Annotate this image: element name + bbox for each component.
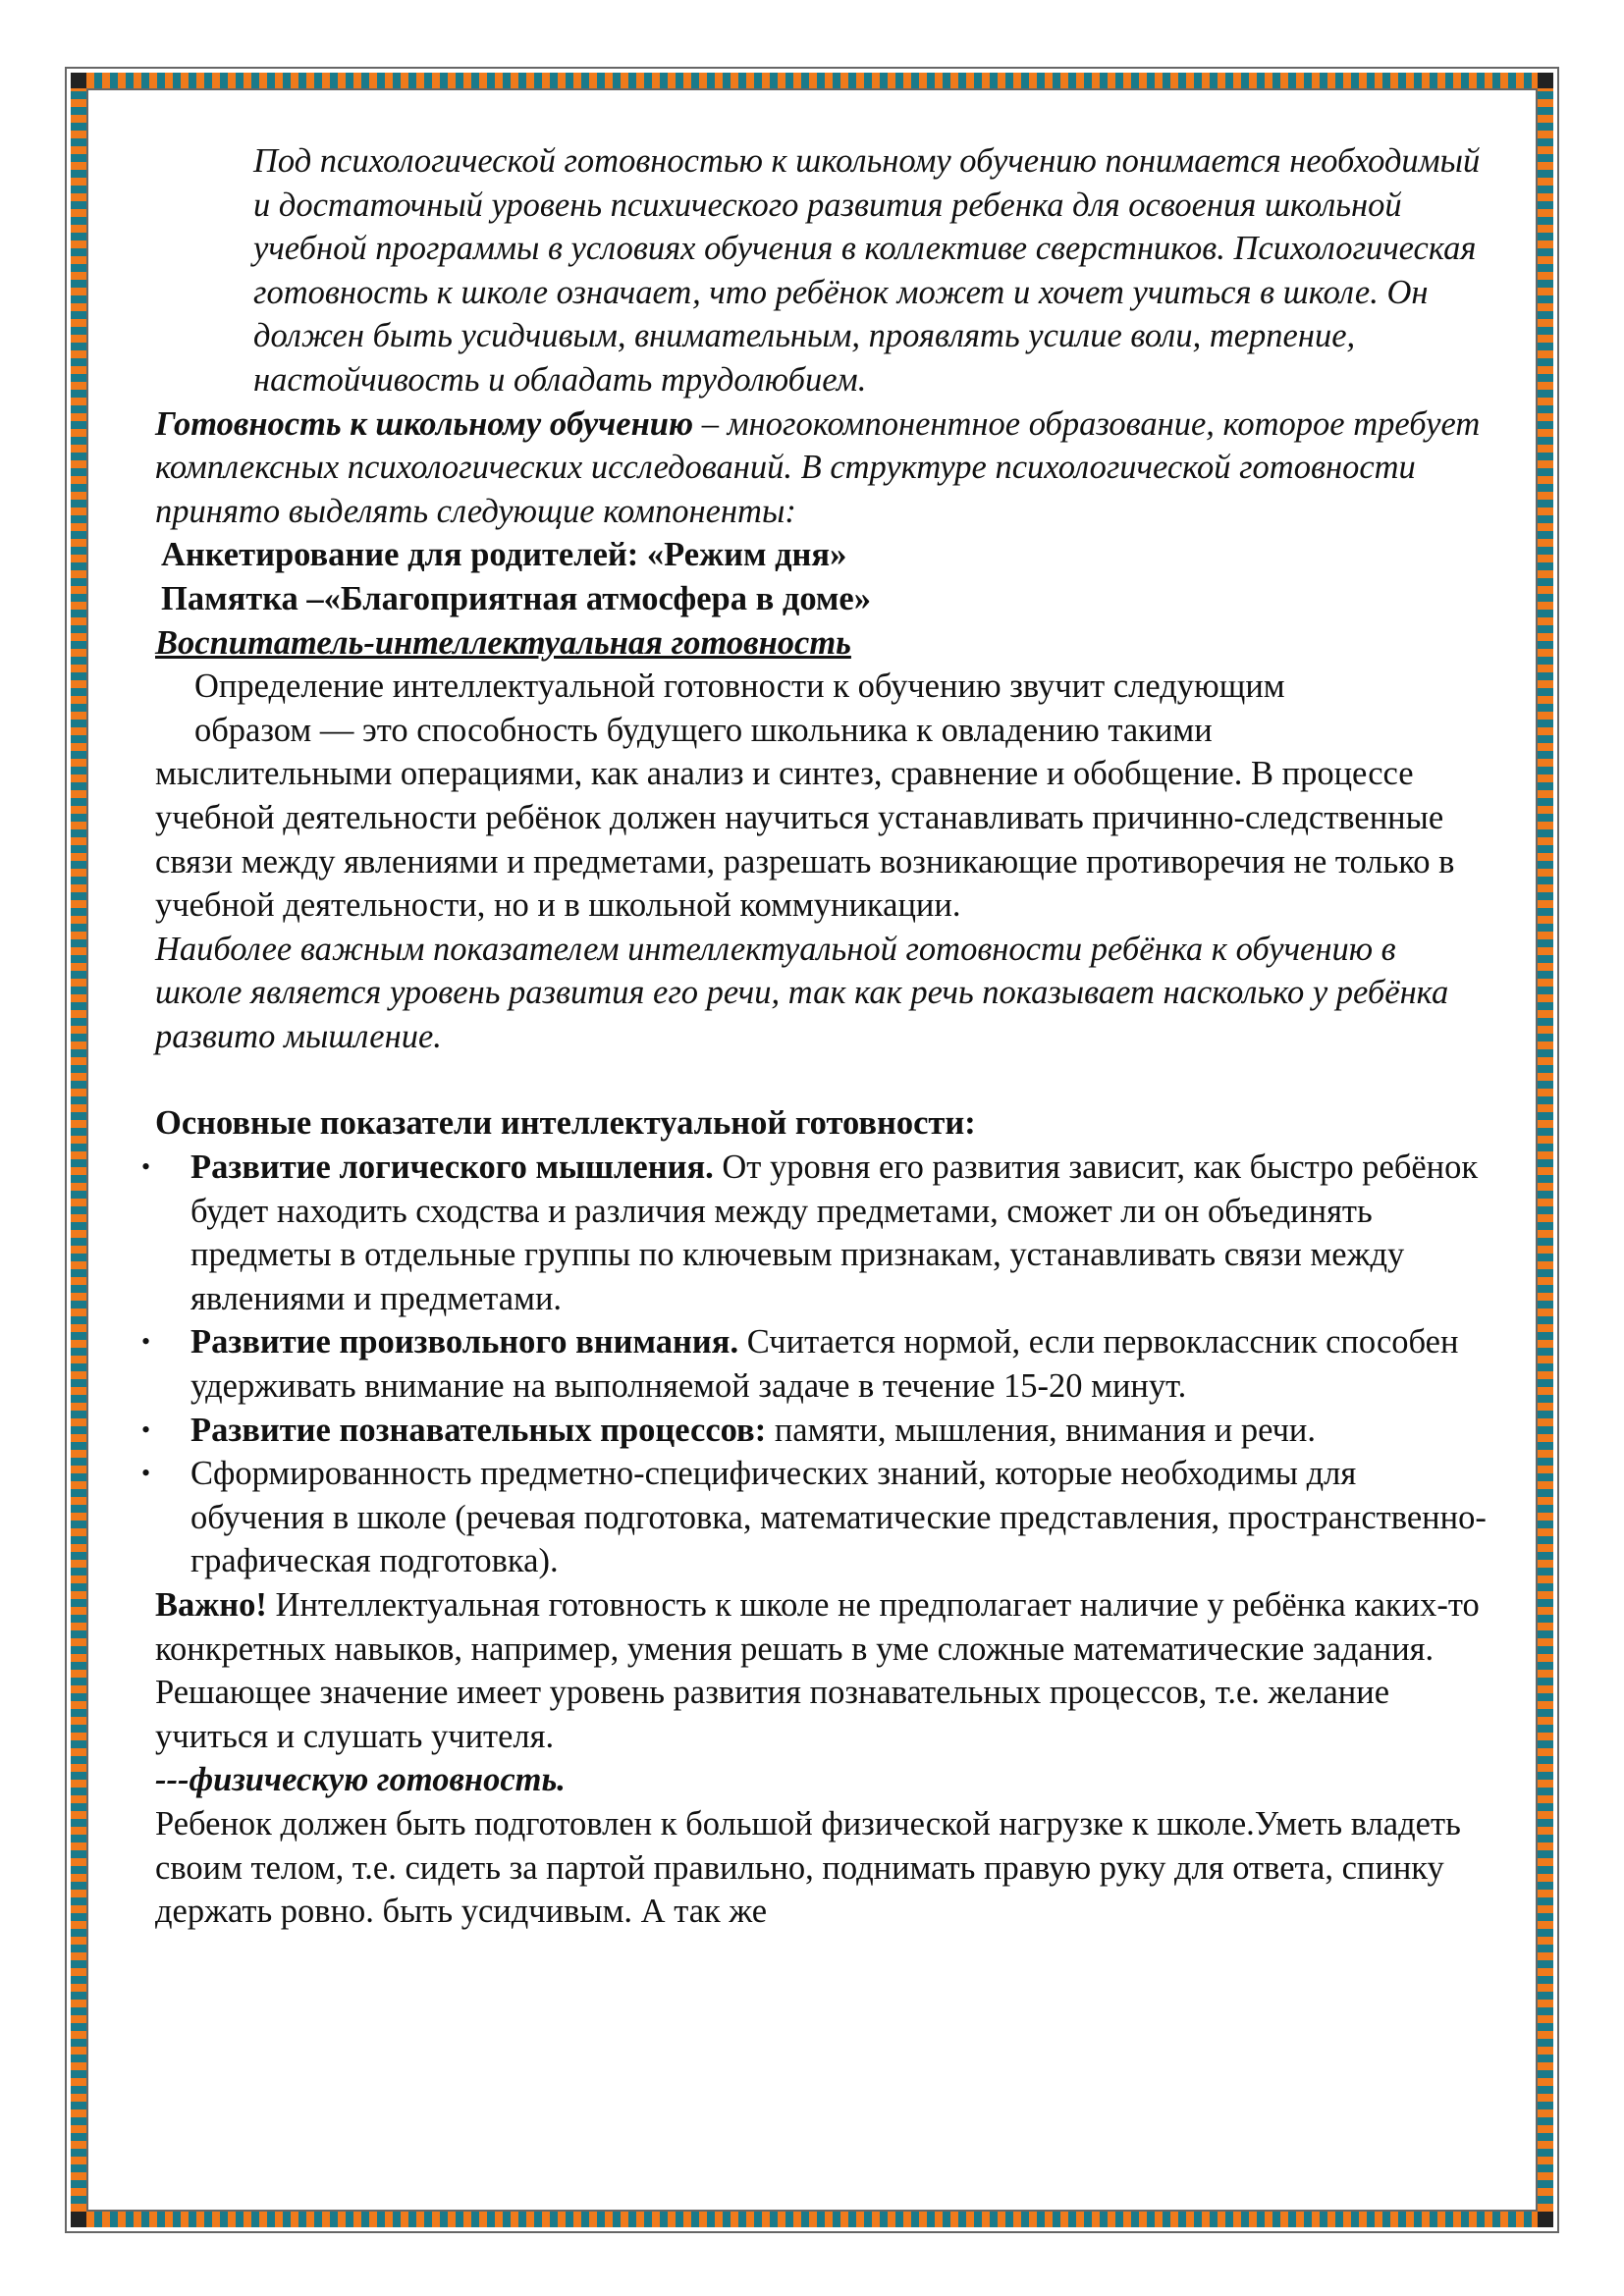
intellectual-title: Воспитатель-интеллектуальная готовность (155, 623, 851, 662)
border-corner (71, 73, 86, 88)
decorative-border-left (71, 88, 86, 2212)
survey-heading: Анкетирование для родителей: «Режим дня» (161, 536, 847, 574)
physical-title: ---физическую готовность. (155, 1761, 566, 1799)
indicator-text: Сформированность предметно-специфических знаний, которые необходимы для обучения в школе (речевая подготовка, математические представления, пространственно-графическая подготовка). (190, 1455, 1487, 1580)
intellectual-def-rest: мыслительными операциями, как анализ и синтез, сравнение и обобщение. В процессе учебной деятельности ребёнок должен научиться устанавливать причинно-следственные связи между явлениями и предметами, разрешать возникающие противоречия не только в учебной деятельности, но и в школьной коммуникации. (155, 755, 1455, 925)
indicator-text: Считается нормой, если первоклассник способен удерживать внимание на выполняемой задаче в течение 15-20 минут. (190, 1323, 1459, 1406)
spacer (155, 1058, 1490, 1101)
intellectual-def-line2: образом — это способность будущего школьника к овладению такими (194, 711, 1213, 749)
decorative-border-bottom (86, 2212, 1538, 2227)
border-corner (1538, 2212, 1553, 2227)
readiness-paragraph (155, 402, 1490, 534)
document-body (155, 139, 1490, 1934)
decorative-border-top (86, 73, 1538, 88)
indicators-list (155, 1146, 1490, 1583)
indicators-title: Основные показатели интеллектуальной готовности: (155, 1104, 976, 1143)
memo-heading: Памятка –«Благоприятная атмосфера в доме» (161, 579, 871, 617)
readiness-text: – многокомпонентное образование, которое требует комплексных психологических исследований. В структуре психологической готовности принято выделять следующие компоненты: (155, 404, 1481, 530)
indicator-text: памяти, мышления, внимания и речи. (766, 1411, 1317, 1449)
indicator-text: От уровня его развития зависит, как быстро ребёнок будет находить сходства и различия между предметами, сможет ли он объединять предметы в отдельные группы по ключевым признакам, устанавливать связи между явлениями и предметами. (190, 1148, 1479, 1317)
list-item (155, 1146, 1490, 1320)
important-label: Важно! (155, 1586, 267, 1624)
important-text: Интеллектуальная готовность к школе не предполагает наличие у ребёнка каких-то конкретных навыков, например, умения решать в уме сложные математические задания. Решающее значение имеет уровень развития познавательных процессов, т.е. желание учиться и слушать учителя. (155, 1586, 1480, 1755)
list-item (155, 1409, 1490, 1453)
important-paragraph (155, 1583, 1490, 1758)
list-item (155, 1320, 1490, 1408)
border-corner (71, 2212, 86, 2227)
list-item (155, 1452, 1490, 1583)
readiness-term: Готовность к школьному обучению (155, 404, 694, 443)
intellectual-def-line1: Определение интеллектуальной готовности к обучению звучит следующим (194, 667, 1285, 706)
physical-paragraph: Ребенок должен быть подготовлен к большой физической нагрузке к школе.Уметь владеть своим телом, т.е. сидеть за партой правильно, поднимать правую руку для ответа, спинку держать ровно. быть усидчивым. А так же (155, 1804, 1461, 1931)
decorative-border-right (1538, 88, 1553, 2212)
indicator-label: Развитие познавательных процессов: (190, 1411, 767, 1449)
speech-note: Наиболее важным показателем интеллектуальной готовности ребёнка к обучению в школе является уровень развития его речи, так как речь показывает насколько у ребёнка развито мышление. (155, 930, 1449, 1055)
border-corner (1538, 73, 1553, 88)
indicator-label: Развитие логического мышления. (190, 1148, 714, 1187)
intro-paragraph: Под психологической готовностью к школьному обучению понимается необходимый и достаточный уровень психического развития ребенка для освоения школьной учебной программы в условиях обучения в коллективе сверстников. Психологическая готовность к школе означает, что ребёнок может и хочет учиться в школе. Он должен быть усидчивым, внимательным, проявлять усилие воли, терпение, настойчивость и обладать трудолюбием. (253, 142, 1481, 399)
indicator-label: Развитие произвольного внимания. (190, 1323, 739, 1362)
